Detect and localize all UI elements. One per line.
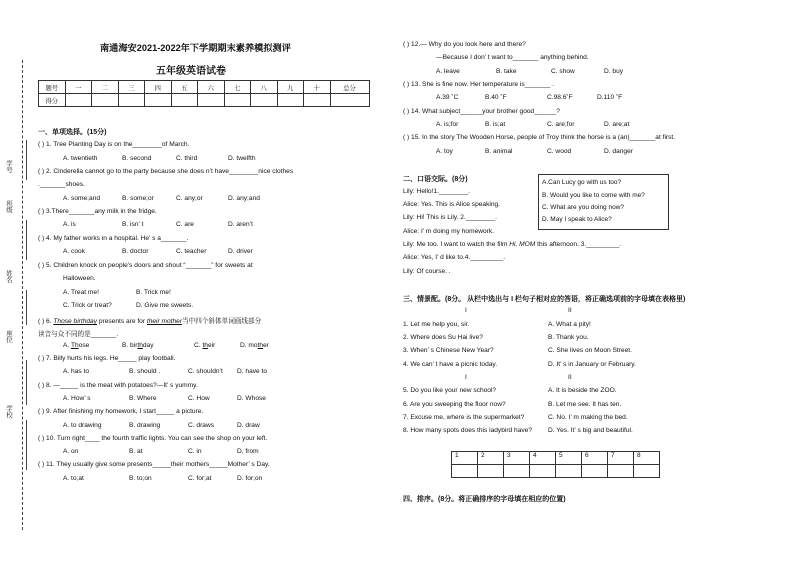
match-left-1: 1. Let me help you, sir. [403, 321, 470, 328]
q10-option-b: B. at [129, 448, 143, 455]
question-6 [38, 315, 261, 325]
match-left-3: 3. When’ s Chinese New Year? [403, 347, 494, 354]
section3-heading: 三、情景配。(8分。 从栏中选出与 I 栏句子相对应的答语，将正确选项前的字母填在表格里) [403, 296, 686, 303]
score-cell: 五 [171, 81, 198, 94]
match-right-d: D. It’ s in January or February. [548, 361, 636, 368]
score-blank-cell[interactable] [92, 94, 119, 107]
q10-option-d: D. from [237, 448, 259, 455]
q2-option-b: B. some;or [122, 195, 154, 202]
match-left-8: 8. How many spots does this ladybird have? [403, 427, 533, 434]
q6-underlined-letters: th [137, 342, 143, 349]
section2-heading: 二、口语交际。(8分) [403, 176, 468, 183]
binding-blank [26, 420, 27, 470]
q13-option-c: C.98.6˚F [547, 94, 573, 101]
dialogue-line-4: Alice: I’ m doing my homework. [403, 228, 494, 235]
q4-option-c: C. teacher [176, 248, 207, 255]
q14-option-b: B. is;at [485, 121, 506, 128]
answer-blank-cell[interactable] [478, 465, 504, 478]
column-1-label: I [465, 307, 467, 314]
dialogue-option-d: D. May I speak to Alice? [542, 216, 612, 223]
score-cell: 一 [65, 81, 92, 94]
score-cell: 七 [224, 81, 251, 94]
match-right-b: B. Thank you. [548, 334, 589, 341]
answer-table [451, 451, 660, 478]
question-4: ( ) 4. My father works in a hospital. He’ s a_______. [38, 235, 189, 242]
score-cell: 九 [277, 81, 304, 94]
q1-option-c: C. third [176, 155, 198, 162]
q14-option-c: C. are;for [547, 121, 575, 128]
q2-option-d: D. any;and [228, 195, 260, 202]
score-blank-cell[interactable] [224, 94, 251, 107]
score-cell: 题号 [39, 81, 66, 94]
q2-option-c: C. any;or [176, 195, 203, 202]
q13-option-a: A.39 ˚C [436, 94, 459, 101]
question-3: ( ) 3.There_______any milk in the fridge. [38, 208, 157, 215]
q6-option-b: B. birthday [122, 342, 154, 349]
question-5-cont: Halloween. [63, 275, 96, 282]
binding-blank [26, 360, 27, 405]
dialogue-line-6: Alice: Yes, I’ d like to.4._________. [403, 254, 506, 261]
question-11: ( ) 11. They usually give some presents_____their mothers_____Mother’ s Day. [38, 461, 270, 468]
score-table-header-row [39, 81, 370, 94]
score-blank-cell[interactable] [277, 94, 304, 107]
match-right-d2: D. Yes. It’ s big and beautiful. [548, 427, 633, 434]
answer-number-row [452, 452, 660, 465]
q6-underlined-letters: th [202, 342, 208, 349]
q3-option-a: A. is [63, 221, 76, 228]
q11-option-d: D. for;on [237, 475, 263, 482]
score-table [38, 80, 370, 107]
q1-option-d: D. twelfth [228, 155, 256, 162]
match-right-b2: B. Let me see. It has ten. [548, 401, 622, 408]
q7-option-c: C. shouldn’t [188, 368, 223, 375]
question-1: ( ) 1. Tree Planting Day is on the________of March. [38, 141, 190, 148]
match-left-4: 4. We can’ t have a picnic today. [403, 361, 498, 368]
q3-option-b: B. isn’ t [122, 221, 144, 228]
q10-option-c: C. in [188, 448, 202, 455]
q2-option-a: A. some;and [63, 195, 101, 202]
answer-number-cell: 5 [556, 452, 582, 465]
q7-option-a: A. has to [63, 368, 90, 375]
dialogue-line-5-pre: Lily: Me too. I want to watch the film [403, 241, 510, 248]
score-cell: 三 [118, 81, 145, 94]
question-13: ( ) 13. She is fine now. Her temperature is_______ . [403, 81, 555, 88]
answer-number-cell: 8 [634, 452, 660, 465]
q13-option-b: B.40 ˚F [485, 94, 507, 101]
q6-prefix: ( ) 6. [38, 318, 54, 325]
score-cell: 四 [145, 81, 172, 94]
dialogue-option-a: A.Can Lucy go with us too? [542, 179, 622, 186]
question-10: ( ) 10. Turn right____ the fourth traffic lights. You can see the shop on your left. [38, 435, 268, 442]
score-cell: 八 [251, 81, 278, 94]
dialogue-line-5 [403, 241, 621, 248]
answer-blank-cell[interactable] [504, 465, 530, 478]
match-right-a2: A. It is beside the ZOO. [548, 387, 617, 394]
q8-option-b: B. Where [129, 395, 157, 402]
answer-blank-row [452, 465, 660, 478]
binding-margin [0, 0, 34, 561]
section1-heading: 一、单项选择。(15分) [38, 129, 107, 136]
q6-mid: presents are for [97, 318, 147, 325]
q6-option-d: D. mother [240, 342, 269, 349]
answer-blank-cell[interactable] [608, 465, 634, 478]
question-6-cont: 读音与众不同的是_______. [38, 331, 119, 338]
q14-option-a: A. is;for [436, 121, 459, 128]
q15-option-c: C. wood [547, 148, 572, 155]
q11-option-b: B. to;on [129, 475, 152, 482]
dialogue-option-b: B. Would you like to come with me? [542, 192, 645, 199]
q4-option-a: A. cook [63, 248, 85, 255]
score-cell: 十 [304, 81, 331, 94]
answer-number-cell: 1 [452, 452, 478, 465]
q7-option-d: D. have to [237, 368, 268, 375]
q9-option-d: D. draw [237, 422, 260, 429]
dialogue-line-2: Alice: Yes. This is Alice speaking. [403, 201, 501, 208]
question-14: ( ) 14. What subject______your brother good______? [403, 108, 560, 115]
q14-option-d: D. are;at [604, 121, 630, 128]
q1-option-b: B. second [122, 155, 152, 162]
film-title: Hi, MOM [509, 241, 536, 248]
q15-option-d: D. danger [604, 148, 633, 155]
question-8: ( ) 8. —_____ is the meat with potatoes?—It’ s yummy. [38, 382, 198, 389]
dialogue-option-c: C. What are you doing now? [542, 204, 625, 211]
answer-blank-cell[interactable] [582, 465, 608, 478]
q12-option-d: D. buy [604, 68, 624, 75]
q1-option-a: A. twentieth [63, 155, 98, 162]
score-table-score-row [39, 94, 370, 107]
score-blank-cell[interactable] [251, 94, 278, 107]
match-left-5: 5. Do you like your new school? [403, 387, 497, 394]
q13-option-d: D.110 ˚F [597, 94, 623, 101]
match-right-c2: C. No. I’ m making the bed. [548, 414, 628, 421]
q12-option-c: C. show [551, 68, 575, 75]
match-right-c: C. She lives on Moon Street. [548, 347, 632, 354]
score-blank-cell[interactable] [65, 94, 92, 107]
binding-label-school: 学校 [5, 405, 12, 418]
q12-option-a: A. leave [436, 68, 460, 75]
match-left-7: 7. Excuse me, where is the supermarket? [403, 414, 525, 421]
answer-blank-cell[interactable] [556, 465, 582, 478]
section4-heading: 四、排序。(8分。将正确排序的字母填在相应的位置) [403, 496, 566, 503]
answer-number-cell: 3 [504, 452, 530, 465]
score-blank-cell[interactable] [145, 94, 172, 107]
binding-blank [26, 220, 27, 260]
question-7: ( ) 7. Billy hurts his legs. He_____ play football. [38, 355, 176, 362]
question-2: ( ) 2. Cinderella cannot go to the party because she does n’t have________nice clothes [38, 168, 294, 175]
q11-option-a: A. to;at [63, 475, 84, 482]
q8-option-d: D. Whose [237, 395, 266, 402]
q6-post: 当中四个斜体单词画线部分 [182, 318, 262, 325]
q15-option-b: B. animal [485, 148, 513, 155]
column-1-label: I [465, 374, 467, 381]
q3-option-c: C. are [176, 221, 194, 228]
score-cell: 二 [92, 81, 119, 94]
question-5: ( ) 5. Children knock on people’s doors and shout “_______” for sweets at [38, 262, 253, 269]
question-9: ( ) 9. After finishing my homework, I start_____ a picture. [38, 408, 204, 415]
match-left-6: 6. Are you sweeping the floor now? [403, 401, 506, 408]
q9-option-b: B. drawing [129, 422, 161, 429]
q6-underlined-letters: Th [70, 342, 79, 349]
binding-label-seat: 座位 [5, 330, 12, 343]
q8-option-a: A. How’ s [63, 395, 91, 402]
q7-option-b: B. should . [129, 368, 161, 375]
dialogue-options-box [538, 174, 669, 230]
q9-option-c: C. draws [188, 422, 215, 429]
q10-option-a: A. on [63, 448, 79, 455]
binding-dashed-line [22, 60, 23, 530]
dialogue-line-1: Lily: Hello!1.________. [403, 188, 471, 195]
score-cell: 六 [198, 81, 225, 94]
binding-blank [26, 290, 27, 325]
q6-underlined-letters: th [257, 342, 264, 349]
question-12: ( ) 12.— Why do you look here and there? [403, 41, 526, 48]
binding-label-name: 姓名 [5, 270, 12, 283]
q15-option-a: A. toy [436, 148, 453, 155]
q5-option-c: C. Trick or treat? [63, 302, 112, 309]
answer-blank-cell[interactable] [634, 465, 660, 478]
q4-option-b: B. doctor [122, 248, 149, 255]
dialogue-line-3: Lily: Hi! This is Lily. 2.________. [403, 214, 497, 221]
score-blank-cell[interactable] [304, 94, 331, 107]
score-blank-cell[interactable] [118, 94, 145, 107]
score-blank-cell[interactable] [330, 94, 369, 107]
score-blank-cell[interactable] [171, 94, 198, 107]
question-15: ( ) 15. In the story The Wooden Horse, people of Troy think the horse is a (an)_______at first. [403, 134, 676, 141]
exam-subtitle: 五年级英语试卷 [156, 66, 226, 77]
binding-label-student-id: 学号 [5, 160, 12, 173]
score-cell: 总分 [330, 81, 369, 94]
answer-blank-cell[interactable] [530, 465, 556, 478]
q8-option-c: C. How [188, 395, 210, 402]
q6-option-c: C. their [194, 342, 216, 349]
dialogue-line-7: Lily: Of course. . [403, 268, 451, 275]
q9-option-a: A. to drawing [63, 422, 102, 429]
dialogue-line-5-post: this afternoon. 3._________. [535, 241, 622, 248]
score-cell: 得分 [39, 94, 66, 107]
q6-italic-2: their mother [146, 318, 183, 325]
q5-option-d: D. Give me sweets. [136, 302, 194, 309]
question-12-cont: —Because I don’ t want to_______ anything behind. [436, 54, 589, 61]
match-right-a: A. What a pity! [548, 321, 591, 328]
answer-number-cell: 6 [582, 452, 608, 465]
q5-option-b: B. Trick me! [136, 289, 171, 296]
binding-blank [26, 140, 27, 180]
binding-label-class: 班级 [5, 200, 12, 213]
q3-option-d: D. aren’t [228, 221, 253, 228]
exam-title: 南通海安2021-2022年下学期期末素养模拟测评 [100, 43, 291, 53]
column-2-label: II [568, 374, 572, 381]
q4-option-d: D. driver [228, 248, 253, 255]
q6-italic-1: Those birthday [53, 318, 98, 325]
match-left-2: 2. Where does Su Hai live? [403, 334, 483, 341]
answer-blank-cell[interactable] [452, 465, 478, 478]
q5-option-a: A. Treat me! [63, 289, 99, 296]
q11-option-c: C. for;at [188, 475, 212, 482]
score-blank-cell[interactable] [198, 94, 225, 107]
answer-number-cell: 2 [478, 452, 504, 465]
question-2-cont: ._______shoes. [38, 181, 85, 188]
q12-option-b: B. take [496, 68, 517, 75]
q6-option-a: A. Those [63, 342, 90, 349]
answer-number-cell: 4 [530, 452, 556, 465]
answer-number-cell: 7 [608, 452, 634, 465]
column-2-label: II [568, 307, 572, 314]
